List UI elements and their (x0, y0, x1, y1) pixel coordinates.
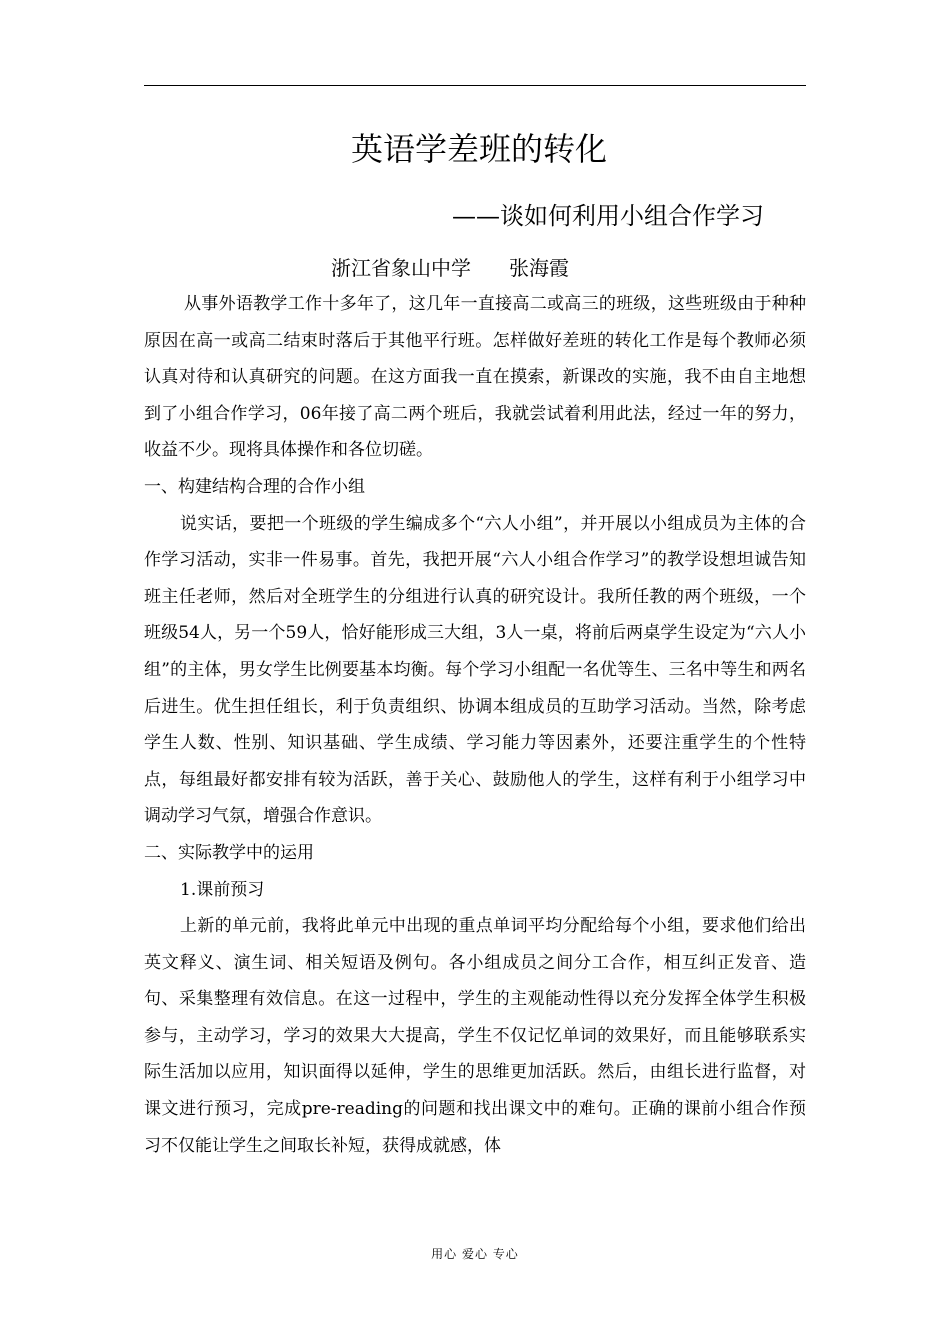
author-line (331, 250, 569, 286)
section-heading-1: 一、构建结构合理的合作小组 (144, 476, 365, 497)
document-subtitle: ——谈如何利用小组合作学习 (452, 202, 764, 230)
section-heading-2: 二、实际教学中的运用 (144, 842, 314, 863)
header-rule (144, 85, 806, 86)
author-school: 浙江省象山中学 (331, 256, 471, 280)
page-footer: 用心 爱心 专心 (431, 1247, 519, 1261)
subsection-heading-1: 1.课前预习 (180, 879, 265, 900)
document-title: 英语学差班的转化 (350, 130, 607, 168)
paragraph-subsection-1: 上新的单元前，我将此单元中出现的重点单词平均分配给每个小组，要求他们给出英文释义、演生词、相关短语及例句。各小组成员之间分工合作，相互纠正发音、造句、采集整理有效信息。在这一过程中，学生的主观能动性得以充分发挥全体学生积极参与，主动学习，学习的效果大大提高，学生不仅记忆单词的效果好，而且能够联系实际生活加以应用，知识面得以延伸，学生的思维更加活跃。然后，由组长进行监督，对课文进行预习，完成pre-reading的问题和找出课文中的难句。正确的课前小组合作预习不仅能让学生之间取长补短，获得成就感，体 (144, 916, 806, 1156)
paragraph-intro: 从事外语教学工作十多年了，这几年一直接高二或高三的班级，这些班级由于种种原因在高一或高二结束时落后于其他平行班。怎样做好差班的转化工作是每个教师必须认真对待和认真研究的问题。在这方面我一直在摸索，新课改的实施，我不由自主地想到了小组合作学习，06年接了高二两个班后，我就尝试着利用此法，经过一年的努力，收益不少。现将具体操作和各位切磋。 (144, 294, 806, 461)
paragraph-section-1: 说实话，要把一个班级的学生编成多个“六人小组”，并开展以小组成员为主体的合作学习活动，实非一件易事。首先，我把开展“六人小组合作学习”的教学设想坦诚告知班主任老师，然后对全班学生的分组进行认真的研究设计。我所任教的两个班级，一个班级54人，另一个59人，恰好能形成三大组，3人一桌，将前后两桌学生设定为“六人小组”的主体，男女学生比例要基本均衡。每个学习小组配一名优等生、三名中等生和两名后进生。优生担任组长，利于负责组织、协调本组成员的互助学习活动。当然，除考虑学生人数、性别、知识基础、学生成绩、学习能力等因素外，还要注重学生的个性特点，每组最好都安排有较为活跃，善于关心、鼓励他人的学生，这样有利于小组学习中调动学习气氛，增强合作意识。 (144, 513, 806, 827)
document-body (144, 286, 806, 1164)
author-name: 张海霞 (509, 256, 569, 280)
